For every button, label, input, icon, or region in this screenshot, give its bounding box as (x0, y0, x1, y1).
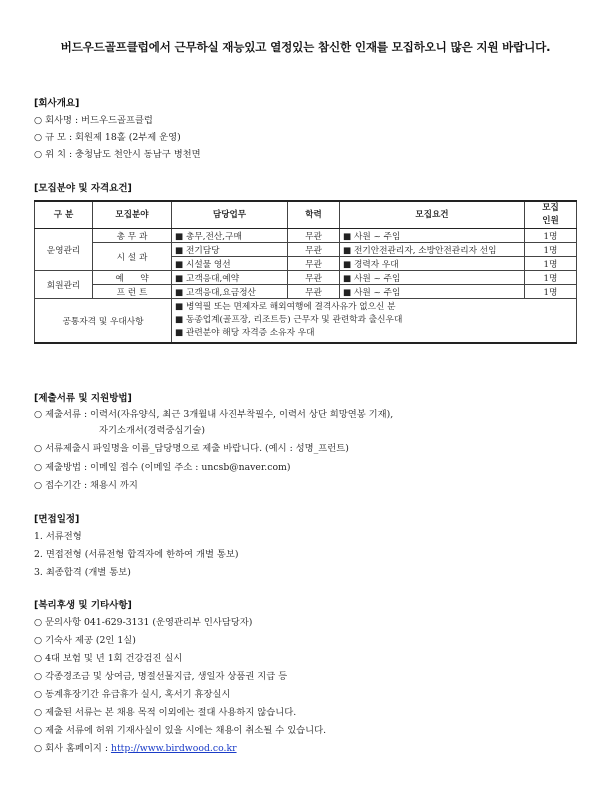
homepage-link[interactable]: http://www.birdwood.co.kr (110, 743, 237, 754)
row-education: 무관 (288, 257, 340, 271)
section-title-welfare: [복리후생 및 기타사항] (34, 600, 132, 611)
row-duty: ■ 고객응대,요금정산 (172, 285, 288, 299)
row-requirement: ■ 사원 ~ 주임 (340, 229, 525, 243)
row-education: 무관 (288, 285, 340, 299)
row-duty: ■ 총무,전산,구매 (172, 229, 288, 243)
table-header-row (35, 201, 577, 229)
table-row (35, 271, 577, 285)
welfare-item: ○ 제출된 서류는 본 채용 목적 이외에는 절대 사용하지 않습니다. (34, 707, 297, 718)
page-headline: 버드우드골프클럽에서 근무하실 재능있고 열정있는 참신한 인재를 모집하오니 많은 지원 바랍니다. (60, 40, 551, 54)
row-field: 프 런 트 (93, 285, 172, 299)
row-field: 예 약 (93, 271, 172, 285)
row-education: 무관 (288, 243, 340, 257)
documents-period-line: ○ 접수기간 : 채용시 까지 (34, 480, 138, 491)
documents-method-line: ○ 제출방법 : 이메일 접수 (이메일 주소 : uncsb@naver.com) (34, 462, 291, 473)
header-category: 구 분 (35, 201, 93, 229)
row-field: 총 무 과 (93, 229, 172, 243)
table-row (35, 243, 577, 257)
common-item: ■ 관련분야 해당 자격증 소유자 우대 (175, 328, 315, 338)
homepage-label: ○ 회사 홈페이지 : (34, 743, 111, 754)
row-duty: ■ 시설물 영선 (172, 257, 288, 271)
welfare-item: ○ 제출 서류에 허위 기재사실이 있을 시에는 채용이 취소될 수 있습니다. (34, 725, 327, 736)
interview-step: 1. 서류전형 (34, 531, 82, 542)
common-qualifications (172, 299, 577, 344)
welfare-item: ○ 각종경조금 및 상여금, 명절선물지급, 생일자 상품권 지급 등 (34, 671, 288, 682)
table-row (35, 285, 577, 299)
welfare-item: ○ 동계휴장기간 유급휴가 실시, 혹서기 휴장실시 (34, 689, 231, 700)
header-requirement: 모집요건 (340, 201, 525, 229)
section-title-company: [회사개요] (34, 98, 80, 109)
row-requirement: ■ 경력자 우대 (340, 257, 525, 271)
section-title-documents: [제출서류 및 지원방법] (34, 393, 132, 404)
table-row-common (35, 299, 577, 344)
section-title-interview: [면접일정] (34, 514, 80, 525)
common-label: 공통자격 및 우대사항 (35, 299, 172, 344)
common-item: ■ 병역필 또는 면제자로 해외여행에 결격사유가 없으신 분 (175, 302, 396, 312)
group-operations: 운영관리 (35, 229, 93, 271)
company-name-line: ○ 회사명 : 버드우드골프클럽 (34, 115, 153, 126)
common-item: ■ 동종업계(골프장, 리조트등) 근무자 및 관련학과 출신우대 (175, 315, 403, 325)
table-row (35, 229, 577, 243)
welfare-item: ○ 기숙사 제공 (2인 1실) (34, 635, 136, 646)
row-duty: ■ 전기담당 (172, 243, 288, 257)
row-education: 무관 (288, 229, 340, 243)
header-count: 모집 인원 (525, 201, 577, 229)
documents-filename-line: ○ 서류제출시 파일명을 이름_담당명으로 제출 바랍니다. (예시 : 성명_프런트) (34, 443, 349, 454)
homepage-line (34, 740, 237, 754)
row-duty: ■ 고객응대,예약 (172, 271, 288, 285)
documents-required-line-2: 자기소개서(경력중심기술) (99, 425, 206, 436)
row-requirement: ■ 전기안전관리자, 소방안전관리자 선임 (340, 243, 525, 257)
row-count: 1명 (525, 271, 577, 285)
header-duty: 담당업무 (172, 201, 288, 229)
company-scale-line: ○ 규 모 : 회원제 18홀 (2부제 운영) (34, 132, 181, 143)
welfare-item: ○ 문의사항 041-629-3131 (운영관리부 인사담당자) (34, 617, 253, 628)
row-requirement: ■ 사원 ~ 주임 (340, 271, 525, 285)
row-education: 무관 (288, 271, 340, 285)
recruit-table (34, 200, 577, 344)
row-count: 1명 (525, 285, 577, 299)
row-requirement: ■ 사원 ~ 주임 (340, 285, 525, 299)
header-education: 학력 (288, 201, 340, 229)
company-location-line: ○ 위 치 : 충청남도 천안시 동남구 병천면 (34, 149, 201, 160)
documents-required-line: ○ 제출서류 : 이력서(자유양식, 최근 3개월내 사진부착필수, 이력서 상단 희망연봉 기재), (34, 409, 394, 420)
group-member: 회원관리 (35, 271, 93, 299)
row-count: 1명 (525, 257, 577, 271)
section-title-recruit: [모집분야 및 자격요건] (34, 183, 132, 194)
row-count: 1명 (525, 229, 577, 243)
interview-step: 2. 면접전형 (서류전형 합격자에 한하여 개별 통보) (34, 549, 239, 560)
row-count: 1명 (525, 243, 577, 257)
interview-step: 3. 최종합격 (개별 통보) (34, 567, 131, 578)
header-field: 모집분야 (93, 201, 172, 229)
welfare-item: ○ 4대 보험 및 년 1회 건강검진 실시 (34, 653, 183, 664)
row-field: 시 설 과 (93, 243, 172, 271)
